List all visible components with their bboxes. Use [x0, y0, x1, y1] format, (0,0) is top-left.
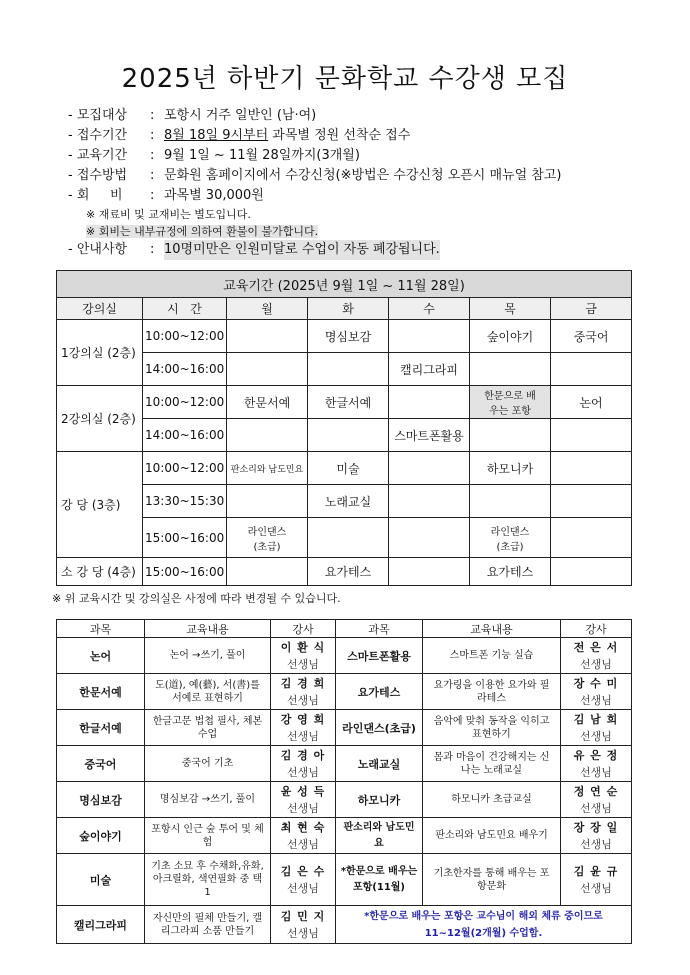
- course-content: 판소리와 남도민요 배우기: [423, 818, 561, 854]
- note-highlight: ※ 회비는 내부규정에 의하여 환불이 불가합니다.: [86, 225, 319, 238]
- col-header: 과목: [57, 620, 145, 638]
- class-cell: 한문서예: [227, 386, 308, 419]
- table-row: [57, 906, 632, 944]
- class-cell: 라인댄스 (초급): [470, 518, 551, 558]
- info-value: 문화원 홈페이지에서 수강신청(※방법은 수강신청 오픈시 매뉴얼 참고): [164, 168, 562, 183]
- class-cell: [389, 386, 470, 419]
- col-header: 강사: [271, 620, 336, 638]
- notice-value: 10명미만은 인원미달로 수업이 자동 폐강됩니다.: [164, 240, 440, 260]
- course-table-header: [57, 620, 632, 638]
- course-teacher: [561, 818, 632, 854]
- info-row: - 접수기간 : 8월 18일 9시부터 과목별 정원 선착순 접수: [68, 126, 561, 146]
- course-teacher: [271, 782, 336, 818]
- course-content: 포항시 인근 숲 투어 및 체험: [145, 818, 271, 854]
- course-name: 노래교실: [336, 746, 423, 782]
- teacher-suffix: 선생님: [580, 693, 612, 707]
- page-title: 2025년 하반기 문화학교 수강생 모집: [121, 64, 569, 94]
- room-label: 강 당 (3층): [57, 452, 143, 558]
- class-cell: [389, 558, 470, 586]
- class-cell: [551, 419, 632, 452]
- timetable-row: [57, 353, 632, 386]
- teacher-suffix: 선생님: [287, 693, 319, 707]
- time-cell: 13:30~15:30: [143, 485, 227, 518]
- info-value: 9월 1일 ~ 11월 28일까지(3개월): [164, 148, 360, 163]
- teacher-name: 강 영 희: [280, 712, 326, 726]
- teacher-name: 유 은 정: [573, 748, 619, 762]
- course-name: 명심보감: [57, 782, 145, 818]
- course-content: 중국어 기초: [145, 746, 271, 782]
- time-cell: 10:00~12:00: [143, 320, 227, 353]
- timetable-period: 교육기간 (2025년 9월 1일 ~ 11월 28일): [57, 271, 632, 298]
- info-value: 포항시 거주 일반인 (남·여): [164, 108, 317, 123]
- course-teacher: [561, 710, 632, 746]
- teacher-name: 김 경 아: [280, 748, 326, 762]
- timetable-row: [57, 386, 632, 419]
- note: ※ 재료비 및 교재비는 별도입니다.: [86, 208, 251, 221]
- col-header: 교육내용: [423, 620, 561, 638]
- class-cell: 명심보감: [308, 320, 389, 353]
- col-header: 목: [470, 298, 551, 320]
- col-header: 금: [551, 298, 632, 320]
- course-teacher: [271, 906, 336, 944]
- class-cell: 미술: [308, 452, 389, 485]
- class-cell: 요가테스: [470, 558, 551, 586]
- teacher-name: 김 윤 규: [573, 864, 619, 878]
- course-name: 미술: [57, 854, 145, 906]
- course-name: 요가테스: [336, 674, 423, 710]
- course-content: 자신만의 필체 만들기, 캘리그라피 소품 만들기: [145, 906, 271, 944]
- teacher-name: 김 남 희: [573, 712, 619, 726]
- timetable: [56, 270, 632, 586]
- course-content: 요가링을 이용한 요가와 필라테스: [423, 674, 561, 710]
- teacher-suffix: 선생님: [287, 765, 319, 779]
- info-row: - 교육기간 : 9월 1일 ~ 11월 28일까지(3개월): [68, 146, 561, 166]
- col-header: 월: [227, 298, 308, 320]
- table-row: [57, 674, 632, 710]
- table-row: [57, 818, 632, 854]
- info-value: 과목별 정원 선착순 접수: [268, 128, 411, 143]
- info-label: - 접수기간: [68, 128, 128, 143]
- time-cell: 10:00~12:00: [143, 386, 227, 419]
- class-cell: 하모니카: [470, 452, 551, 485]
- teacher-suffix: 선생님: [580, 657, 612, 671]
- course-name: 한글서예: [57, 710, 145, 746]
- course-teacher: [271, 818, 336, 854]
- course-content: 논어 →쓰기, 풀이: [145, 638, 271, 674]
- info-section: [68, 106, 561, 260]
- course-content: 음악에 맞춰 동작을 익히고 표현하기: [423, 710, 561, 746]
- teacher-suffix: 선생님: [580, 801, 612, 815]
- course-name: 중국어: [57, 746, 145, 782]
- timetable-row: [57, 558, 632, 586]
- teacher-name: 장 장 일: [573, 820, 619, 834]
- col-header: 강사: [561, 620, 632, 638]
- course-table: [56, 619, 632, 944]
- timetable-row: [57, 419, 632, 452]
- class-cell: [389, 485, 470, 518]
- teacher-name: 장 수 미: [573, 676, 619, 690]
- info-row: - 모집대상 : 포항시 거주 일반인 (남·여): [68, 106, 561, 126]
- class-cell: [389, 452, 470, 485]
- teacher-suffix: 선생님: [580, 881, 612, 895]
- teacher-name: 전 은 서: [573, 640, 619, 654]
- course-name: 스마트폰활용: [336, 638, 423, 674]
- teacher-suffix: 선생님: [287, 926, 319, 940]
- col-header: 화: [308, 298, 389, 320]
- class-cell: [551, 558, 632, 586]
- teacher-suffix: 선생님: [580, 765, 612, 779]
- info-value: 과목별 30,000원: [164, 188, 264, 203]
- course-teacher: [271, 674, 336, 710]
- class-cell: 노래교실: [308, 485, 389, 518]
- course-teacher: [561, 638, 632, 674]
- course-content: 몸과 마음이 건강해지는 신나는 노래교실: [423, 746, 561, 782]
- teacher-suffix: 선생님: [287, 801, 319, 815]
- table-row: [57, 638, 632, 674]
- course-content: 도(道), 예(藝), 서(書)를 서예로 표현하기: [145, 674, 271, 710]
- info-label: - 모집대상: [68, 108, 128, 123]
- class-cell: [389, 518, 470, 558]
- notice-row: - 안내사항 : 10명미만은 인원미달로 수업이 자동 폐강됩니다.: [68, 240, 561, 260]
- info-label: - 회 비: [68, 188, 123, 203]
- teacher-name: 윤 성 득: [280, 784, 326, 798]
- class-cell: 논어: [551, 386, 632, 419]
- time-cell: 10:00~12:00: [143, 452, 227, 485]
- course-teacher: [271, 854, 336, 906]
- info-value-underlined: 8월 18일 9시부터: [164, 128, 269, 143]
- teacher-suffix: 선생님: [287, 657, 319, 671]
- class-cell: [470, 353, 551, 386]
- teacher-name: 최 현 숙: [280, 820, 326, 834]
- col-header: 교육내용: [145, 620, 271, 638]
- course-name: 캘리그라피: [57, 906, 145, 944]
- info-label: - 접수방법: [68, 168, 128, 183]
- class-cell: 요가테스: [308, 558, 389, 586]
- course-name: 논어: [57, 638, 145, 674]
- course-name: 숲이야기: [57, 818, 145, 854]
- teacher-name: 정 연 순: [573, 784, 619, 798]
- col-header: 시 간: [143, 298, 227, 320]
- teacher-name: 김 은 수: [280, 864, 326, 878]
- course-teacher: [561, 674, 632, 710]
- timetable-row: [57, 518, 632, 558]
- course-teacher: [271, 710, 336, 746]
- timetable-row: [57, 320, 632, 353]
- course-name: 판소리와 남도민요: [336, 818, 423, 854]
- class-cell: [470, 485, 551, 518]
- notice-line: 11~12월(2개월) 수업함.: [424, 927, 543, 939]
- time-cell: 15:00~16:00: [143, 558, 227, 586]
- timetable-row: [57, 452, 632, 485]
- class-cell: [227, 558, 308, 586]
- course-name: 라인댄스(초급): [336, 710, 423, 746]
- teacher-suffix: 선생님: [287, 729, 319, 743]
- class-cell: [551, 485, 632, 518]
- time-cell: 15:00~16:00: [143, 518, 227, 558]
- room-label: 소 강 당 (4층): [57, 558, 143, 586]
- table-row: [57, 746, 632, 782]
- course-content: 명심보감 →쓰기, 풀이: [145, 782, 271, 818]
- schedule-notice: [336, 906, 632, 944]
- time-cell: 14:00~16:00: [143, 419, 227, 452]
- class-cell: [227, 419, 308, 452]
- course-teacher: [271, 638, 336, 674]
- info-label: - 교육기간: [68, 148, 128, 163]
- table-row: [57, 854, 632, 906]
- teacher-suffix: 선생님: [580, 729, 612, 743]
- course-content: 스마트폰 기능 실습: [423, 638, 561, 674]
- timetable-header: [57, 298, 632, 320]
- notice-line: *한문으로 배우는 포항은 교수님이 해외 체류 중이므로: [364, 910, 603, 922]
- course-content: 하모니카 초급교실: [423, 782, 561, 818]
- notice-label: - 안내사항: [68, 242, 128, 257]
- table-row: [57, 782, 632, 818]
- col-header: 과목: [336, 620, 423, 638]
- table-row: [57, 710, 632, 746]
- course-content: 한글고문 법첩 필사, 체본수업: [145, 710, 271, 746]
- class-cell: [308, 419, 389, 452]
- class-cell: 중국어: [551, 320, 632, 353]
- course-name: 한문서예: [57, 674, 145, 710]
- course-name: *한문으로 배우는 포항(11월): [336, 854, 423, 906]
- teacher-suffix: 선생님: [287, 837, 319, 851]
- class-cell: [227, 485, 308, 518]
- class-cell: [227, 320, 308, 353]
- teacher-name: 김 민 지: [280, 909, 326, 923]
- class-cell: [470, 419, 551, 452]
- class-cell: [308, 518, 389, 558]
- room-label: 1강의실 (2층): [57, 320, 143, 386]
- col-header: 강의실: [57, 298, 143, 320]
- col-header: 수: [389, 298, 470, 320]
- course-rows: [57, 638, 632, 906]
- timetable-footnote: ※ 위 교육시간 및 강의실은 사정에 따라 변경될 수 있습니다.: [52, 592, 341, 605]
- class-cell: 스마트폰활용: [389, 419, 470, 452]
- note: [68, 223, 561, 240]
- course-name: 하모니카: [336, 782, 423, 818]
- time-cell: 14:00~16:00: [143, 353, 227, 386]
- teacher-name: 김 경 희: [280, 676, 326, 690]
- class-cell: 판소리와 남도민요: [227, 452, 308, 485]
- teacher-name: 이 환 식: [280, 640, 326, 654]
- timetable-row: [57, 485, 632, 518]
- class-cell: 캘리그라피: [389, 353, 470, 386]
- info-row: - 접수방법 : 문화원 홈페이지에서 수강신청(※방법은 수강신청 오픈시 매뉴얼 참고): [68, 166, 561, 186]
- course-teacher: [271, 746, 336, 782]
- course-teacher: [561, 854, 632, 906]
- teacher-suffix: 선생님: [580, 837, 612, 851]
- class-cell: [389, 320, 470, 353]
- room-label: 2강의실 (2층): [57, 386, 143, 452]
- class-cell: [551, 518, 632, 558]
- teacher-suffix: 선생님: [287, 881, 319, 895]
- class-cell: 숲이야기: [470, 320, 551, 353]
- info-row: - 회 비 : 과목별 30,000원: [68, 186, 561, 206]
- course-teacher: [561, 782, 632, 818]
- class-cell: 한글서예: [308, 386, 389, 419]
- class-cell: [308, 353, 389, 386]
- class-cell: 한문으로 배우는 포항: [470, 386, 551, 419]
- course-content: 기초한자를 통해 배우는 포항문화: [423, 854, 561, 906]
- course-teacher: [561, 746, 632, 782]
- class-cell: [551, 452, 632, 485]
- class-cell: [551, 353, 632, 386]
- class-cell: 라인댄스 (초급): [227, 518, 308, 558]
- class-cell: [227, 353, 308, 386]
- course-content: 기초 소묘 후 수채화,유화,아크릴화, 색연필화 중 택1: [145, 854, 271, 906]
